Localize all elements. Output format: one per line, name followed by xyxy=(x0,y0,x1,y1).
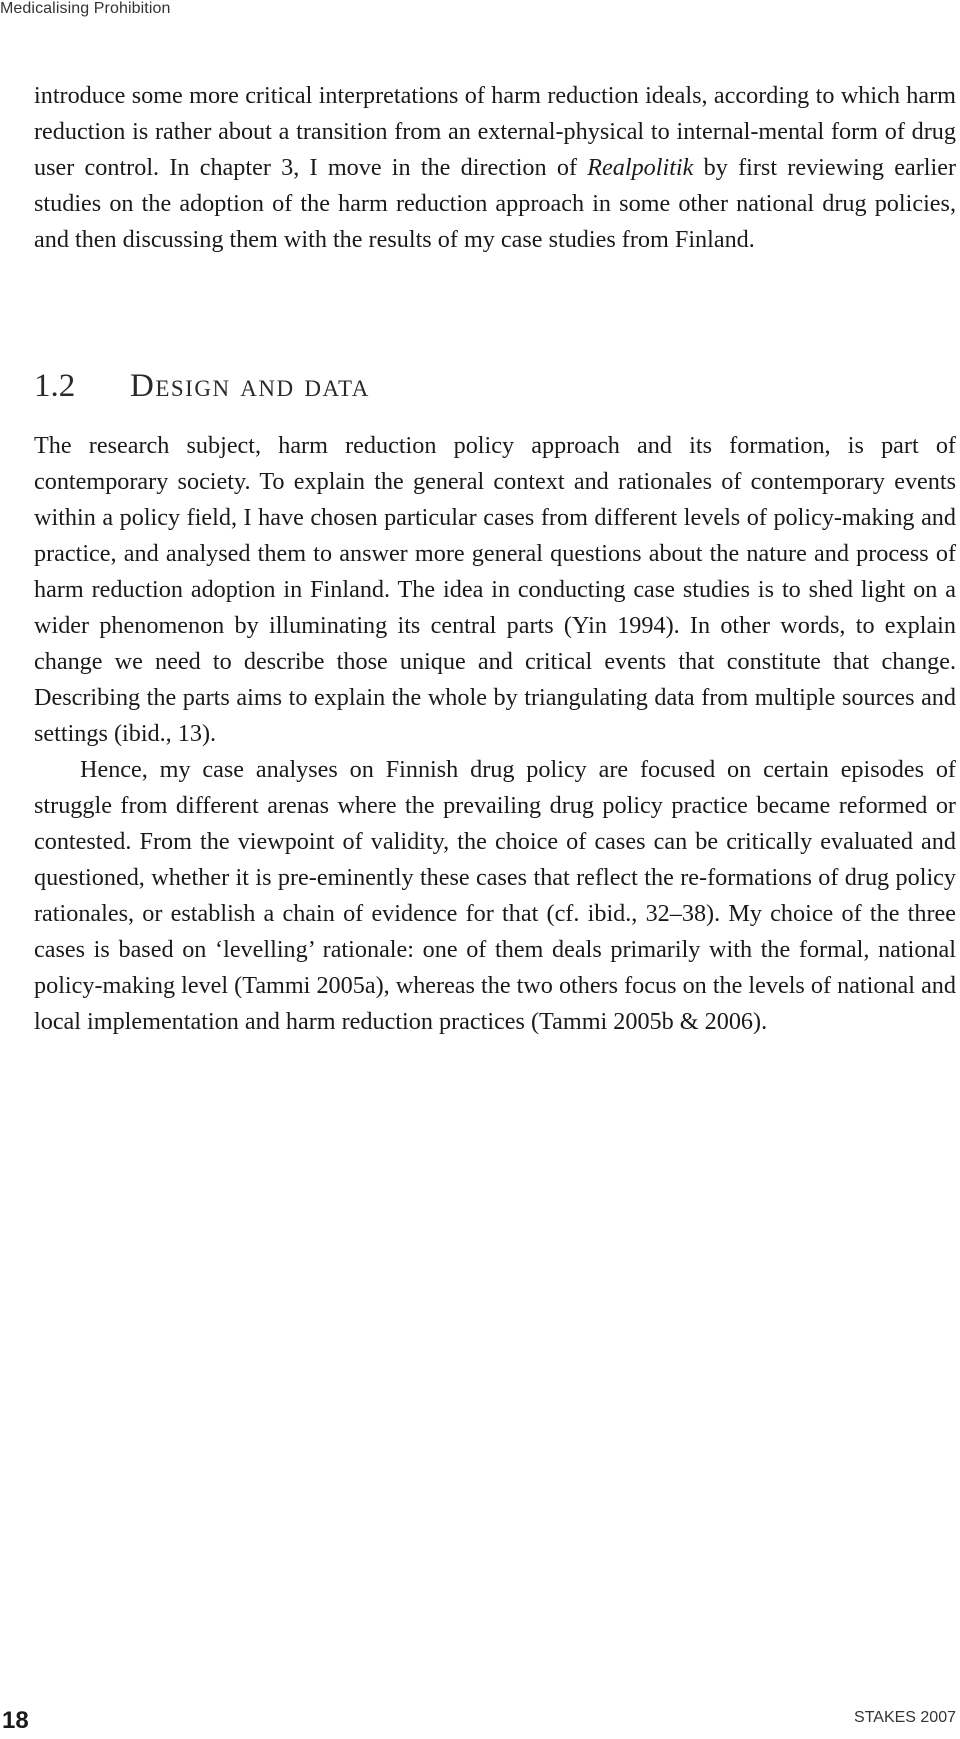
section-paragraph-1: The research subject, harm reduction policy approach and its formation, is part of contemporary society. To explain the general context and rationales of contemporary events within a policy field, I have chosen particular cases from different levels of policy-making and practice, and analysed them to answer more general questions about the nature and process of harm reduction adoption in Finland. The idea in conducting case studies is to shed light on a wider phenomenon by illuminating its central parts (Yin 1994). In other words, to explain change we need to describe those unique and critical events that constitute that change. Describing the parts aims to explain the whole by triangulating data from multiple sources and settings (ibid., 13). xyxy=(34,432,956,747)
intro-paragraph xyxy=(34,78,956,258)
intro-italic-term: Realpolitik xyxy=(587,154,694,181)
publisher-footer: STAKES 2007 xyxy=(854,1709,956,1726)
intro-text-part2: by first reviewing earlier studies on the adoption of the harm reduction approach in some other national drug policies, and then discussing them with the results of my case studies from Finland. xyxy=(34,154,956,253)
running-head: Medicalising Prohibition xyxy=(0,0,171,17)
page-number: 18 xyxy=(2,1707,29,1734)
section-title: Design and data xyxy=(130,368,370,404)
section-paragraph-2: Hence, my case analyses on Finnish drug policy are focused on certain episodes of struggle from different arenas where the prevailing drug policy practice became reformed or contested. From the viewpoint of validity, the choice of cases can be critically evaluated and questioned, whether it is pre-eminently these cases that reflect the re-formations of drug policy rationales, or establish a chain of evidence for that (cf. ibid., 32–38). My choice of the three cases is based on ‘levelling’ rationale: one of them deals primarily with the formal, national policy-making level (Tammi 2005a), whereas the two others focus on the levels of national and local implementation and harm reduction practices (Tammi 2005b & 2006). xyxy=(34,756,956,1035)
section-heading xyxy=(34,366,370,406)
section-body xyxy=(34,428,956,1040)
section-number: 1.2 xyxy=(34,368,76,404)
intro-text-part1: introduce some more critical interpretations of harm reduction ideals, according to which harm reduction is rather about a transition from an external-physical to internal-mental form of drug user control. In chapter 3, I move in the direction of xyxy=(34,82,956,181)
